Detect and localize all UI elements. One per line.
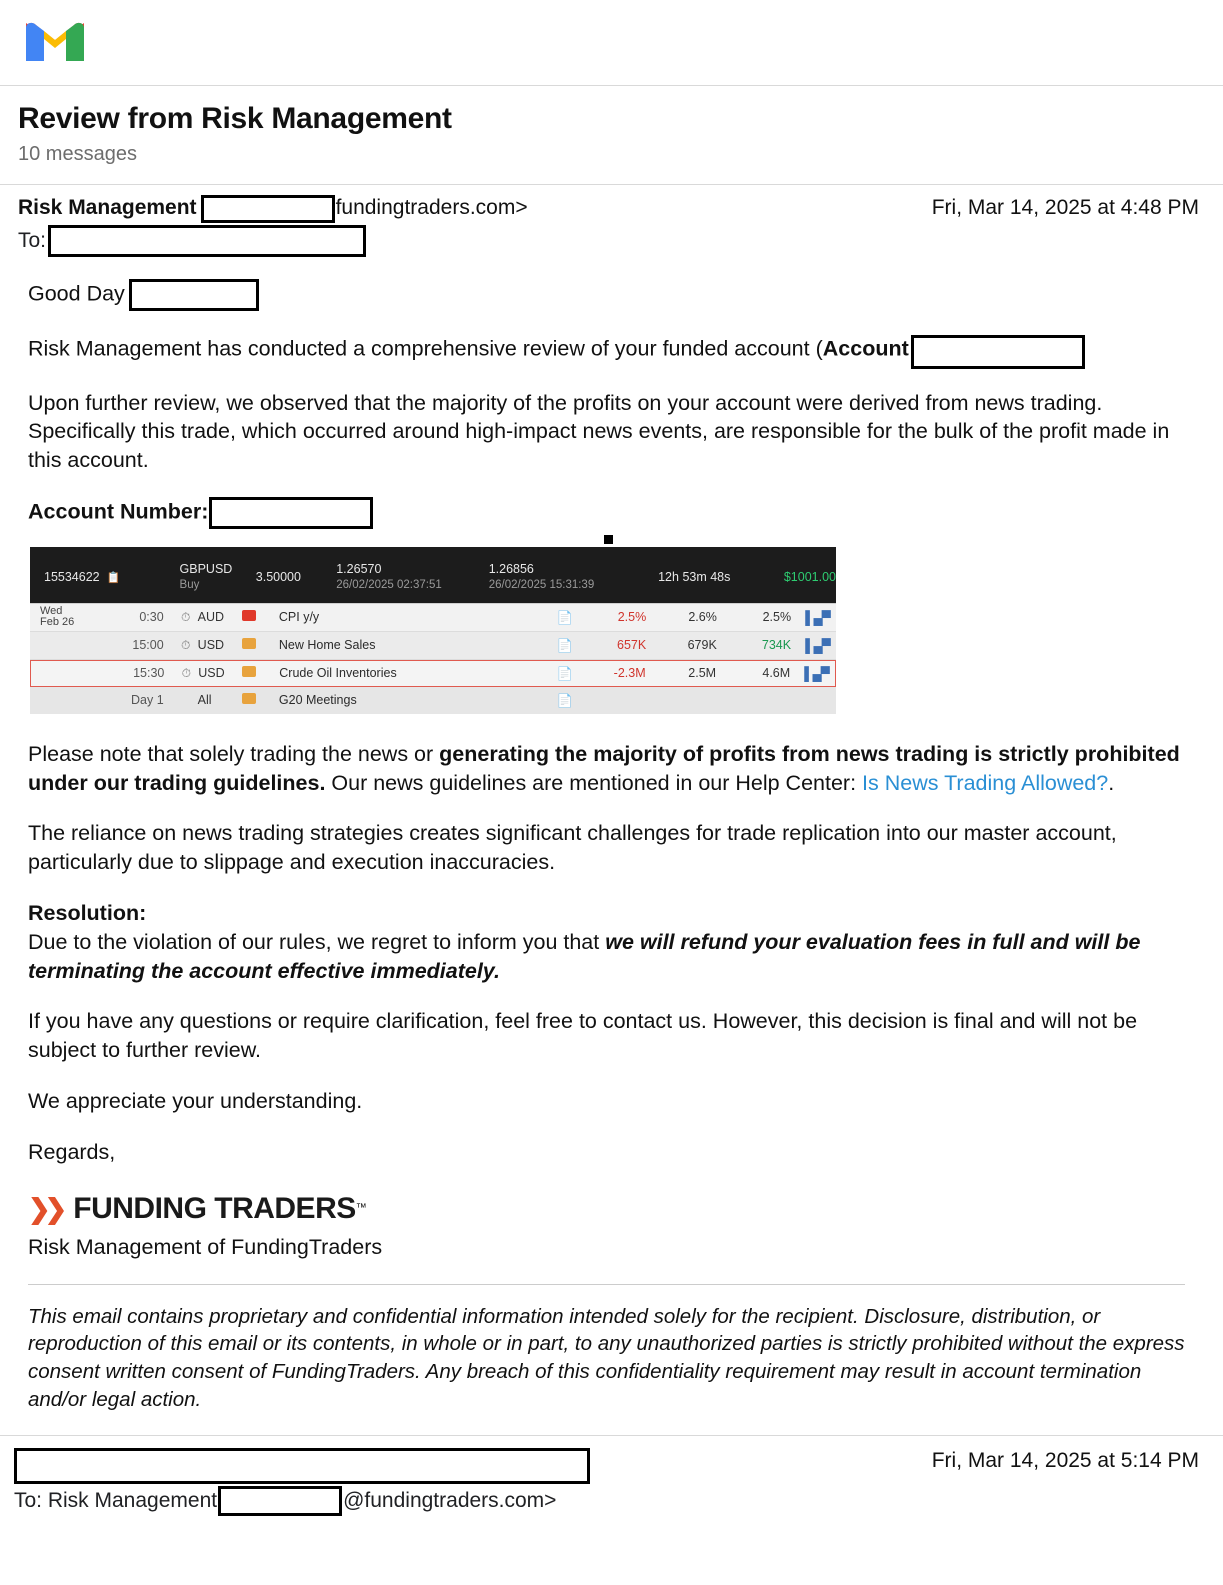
- trade-close-time: 26/02/2025 15:31:39: [488, 578, 595, 591]
- paragraph-resolution: [28, 899, 1185, 985]
- calendar-event: New Home Sales: [278, 638, 376, 653]
- calendar-time: 15:00: [132, 638, 164, 653]
- trade-ticket-cell: [30, 547, 180, 603]
- reply-message-header[interactable]: [0, 1435, 1223, 1484]
- page-title: Review from Risk Management: [18, 102, 452, 135]
- alarm-icon[interactable]: ⏱: [180, 610, 191, 625]
- chart-icon[interactable]: ▌▄▀: [805, 609, 830, 625]
- trade-profit: $1001.00: [783, 569, 836, 584]
- paragraph-account: [28, 333, 1185, 367]
- calendar-row: [30, 632, 836, 660]
- reply-to-suffix: @fundingtraders.com>: [343, 1489, 557, 1513]
- account-number-label: Account Number:: [28, 499, 209, 524]
- signature-brand: FUNDING TRADERS: [73, 1191, 356, 1225]
- calendar-currency: All: [197, 693, 212, 708]
- guidelines-mid: Our news guidelines are mentioned in our Help Center:: [325, 770, 863, 795]
- calendar-actual: 2.5%: [617, 610, 647, 625]
- confidentiality-disclaimer: This email contains proprietary and confidential information intended solely for the recipient. Disclosure, distribution, or reproduction of this email or its contents, in whole or in part, to any unauthorized parties is strictly prohibited without the express consent written consent of FundingTraders. Any breach of this confidentiality requirement may result in account termination and/or legal action.: [28, 1304, 1185, 1411]
- paragraph-replication: The reliance on news trading strategies creates significant challenges for trade replication into our master account, particularly due to slippage and execution inaccuracies.: [28, 821, 1117, 875]
- signature-logo: [28, 1189, 1185, 1229]
- paragraph-news-trading: Upon further review, we observed that the majority of the profits on your account were derived from news trading. Specifically this trade, which occurred around high-impact news events, are responsible for the bulk of the profit made in this account.: [28, 390, 1170, 473]
- calendar-forecast: 679K: [687, 638, 717, 653]
- calendar-actual: 657K: [617, 638, 647, 653]
- sender-name: Risk Management: [18, 196, 197, 220]
- detail-icon[interactable]: 📄: [556, 609, 574, 625]
- economic-calendar: [30, 603, 836, 714]
- calendar-currency: AUD: [197, 610, 225, 625]
- redaction-reply-address: [218, 1486, 342, 1516]
- calendar-event: Crude Oil Inventories: [279, 666, 397, 681]
- mail-header: [0, 0, 1223, 86]
- redaction-sender-email: [201, 195, 335, 223]
- calendar-previous: 2.5%: [762, 610, 792, 625]
- guidelines-bold: generating the majority of profits from news trading is strictly prohibited under our trading guidelines.: [28, 741, 1180, 795]
- calendar-previous: 4.6M: [762, 666, 791, 681]
- recipient-line: [0, 223, 1223, 257]
- resolution-pre: Due to the violation of our rules, we regret to inform you that: [28, 929, 606, 954]
- paragraph-account-bold: Account: [822, 336, 909, 361]
- calendar-currency: USD: [197, 638, 225, 653]
- greeting-text: Good Day: [28, 281, 125, 306]
- impact-indicator: [242, 692, 279, 709]
- guidelines-post: .: [1108, 770, 1115, 795]
- trade-symbol: GBPUSD: [179, 562, 233, 577]
- calendar-row: [30, 604, 836, 632]
- calendar-actual: -2.3M: [613, 666, 646, 681]
- trade-row: [30, 547, 836, 603]
- signature-subtitle: Risk Management of FundingTraders: [28, 1234, 383, 1259]
- news-trading-policy-link[interactable]: Is News Trading Allowed?: [862, 770, 1109, 795]
- to-label: To:: [18, 228, 47, 252]
- trade-ticket: 15534622: [44, 569, 100, 584]
- trade-open-time: 26/02/2025 02:37:51: [336, 578, 442, 591]
- message-header: [0, 185, 1223, 223]
- message-body: [0, 257, 1223, 1414]
- redaction-recipient: [48, 225, 366, 257]
- detail-icon[interactable]: 📄: [556, 665, 573, 681]
- calendar-date-day: Wed: [40, 604, 63, 617]
- impact-indicator: [242, 665, 279, 682]
- redaction-recipient-name: [129, 279, 259, 311]
- trade-side: Buy: [179, 578, 200, 591]
- greeting-line: [28, 279, 1185, 311]
- trade-duration: 12h 53m 48s: [658, 569, 731, 584]
- chart-icon[interactable]: ▌▄▀: [805, 637, 830, 653]
- reply-recipient-line: [0, 1484, 1223, 1534]
- signature-trademark: ™: [355, 1202, 367, 1215]
- sender-line: [18, 195, 528, 223]
- calendar-date-num: Feb 26: [40, 616, 75, 629]
- redaction-reply-sender: [14, 1448, 590, 1484]
- trade-duration-cell: [658, 547, 760, 603]
- calendar-time: 15:30: [133, 666, 165, 681]
- image-handle-marker: [604, 535, 613, 544]
- redaction-account-id: [911, 335, 1085, 369]
- calendar-forecast: 2.5M: [688, 666, 717, 681]
- sender-domain: fundingtraders.com>: [335, 196, 528, 220]
- resolution-label: Resolution:: [28, 901, 147, 926]
- calendar-row: [30, 687, 836, 714]
- calendar-row-highlighted: [30, 660, 836, 687]
- calendar-event: G20 Meetings: [278, 693, 357, 708]
- calendar-previous: 734K: [761, 638, 792, 653]
- reply-message-date: Fri, Mar 14, 2025 at 5:14 PM: [931, 1449, 1199, 1473]
- redaction-account-number: [209, 497, 373, 529]
- account-number-line: [28, 497, 1185, 529]
- trade-close-cell: [489, 547, 658, 603]
- trade-lots-cell: [256, 547, 336, 603]
- resolution-emphasis: we will refund your evaluation fees in full and will be terminating the account effective immediately.: [28, 929, 1141, 983]
- subject-block: [0, 86, 1223, 172]
- paragraph-guidelines: [28, 740, 1185, 798]
- alarm-icon[interactable]: ⏱: [180, 638, 191, 653]
- impact-indicator: [242, 637, 279, 654]
- reply-to-prefix: To: Risk Management: [14, 1489, 218, 1513]
- trade-screenshot: [30, 547, 836, 714]
- calendar-forecast: 2.6%: [688, 610, 717, 625]
- detail-icon[interactable]: 📄: [556, 692, 574, 708]
- signature-divider: [28, 1284, 1185, 1285]
- paragraph-regards: Regards,: [28, 1139, 116, 1164]
- message-date: Fri, Mar 14, 2025 at 4:48 PM: [931, 195, 1199, 219]
- trade-lots: 3.50000: [255, 569, 301, 584]
- funding-traders-mark-icon: ❯❯: [28, 1193, 62, 1224]
- chart-icon[interactable]: ▌▄▀: [804, 665, 829, 681]
- calendar-currency: USD: [198, 666, 225, 681]
- message-count: 10 messages: [18, 142, 137, 165]
- guidelines-pre: Please note that solely trading the news or: [28, 741, 440, 766]
- detail-icon[interactable]: 📄: [556, 637, 574, 653]
- trade-open-cell: [336, 547, 488, 603]
- calendar-time: 0:30: [139, 610, 164, 625]
- calendar-time: Day 1: [131, 693, 164, 708]
- trade-close-price: 1.26856: [488, 562, 534, 577]
- copy-icon[interactable]: 📋: [106, 571, 121, 584]
- trade-symbol-cell: [180, 547, 256, 603]
- paragraph-thanks: We appreciate your understanding.: [28, 1089, 363, 1114]
- trade-profit-cell: [760, 547, 836, 603]
- calendar-event: CPI y/y: [278, 610, 320, 625]
- paragraph-account-pre: Risk Management has conducted a comprehensive review of your funded account (: [28, 336, 823, 361]
- calendar-date: [30, 606, 97, 629]
- paragraph-final-decision: If you have any questions or require clarification, feel free to contact us. However, this decision is final and will not be subject to further review.: [28, 1009, 1138, 1063]
- trade-open-price: 1.26570: [336, 562, 382, 577]
- impact-indicator: [242, 609, 279, 626]
- gmail-logo: [24, 18, 1223, 71]
- alarm-icon[interactable]: ⏱: [181, 666, 191, 681]
